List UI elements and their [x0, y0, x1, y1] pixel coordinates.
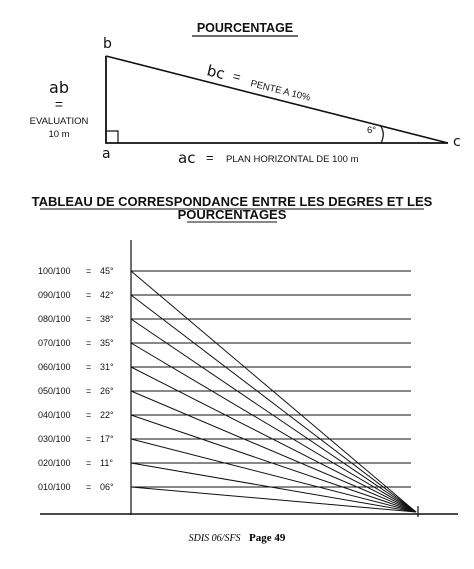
table-row	[38, 458, 113, 468]
page-title: POURCENTAGE	[196, 21, 294, 35]
triangle-hypotenuse	[106, 56, 448, 143]
row-equals-sign: =	[86, 386, 92, 396]
table-row	[38, 266, 114, 276]
row-percentage: 090/100	[38, 290, 71, 300]
table-row	[38, 386, 114, 396]
row-degrees: 35°	[100, 338, 114, 348]
table-row	[38, 338, 114, 348]
row-degrees: 06°	[100, 482, 114, 492]
row-percentage: 060/100	[38, 362, 71, 372]
table-row	[38, 434, 114, 444]
fan-slope-line	[131, 319, 416, 512]
footer-page: Page 49	[249, 532, 286, 544]
footer-source: SDIS 06/SFS	[188, 533, 241, 544]
slope-triangle	[106, 56, 448, 143]
side-ac-label: ac	[178, 149, 196, 167]
row-degrees: 11°	[100, 458, 113, 468]
row-percentage: 040/100	[38, 410, 71, 420]
row-equals-sign: =	[86, 362, 92, 372]
fan-slope-line	[131, 415, 416, 512]
row-percentage: 030/100	[38, 434, 71, 444]
vertex-a-label: a	[102, 146, 111, 162]
ab-equals-sign: =	[54, 96, 64, 112]
angle-arc	[380, 125, 383, 143]
row-equals-sign: =	[86, 482, 92, 492]
table-row	[38, 290, 114, 300]
row-percentage: 010/100	[38, 482, 71, 492]
table-row	[38, 482, 114, 492]
row-degrees: 22°	[100, 410, 114, 420]
row-degrees: 38°	[100, 314, 114, 324]
row-equals-sign: =	[86, 410, 92, 420]
slope-fan-diagram	[40, 240, 458, 517]
bc-equals-sign: =	[231, 68, 243, 85]
table-title-line2: POURCENTAGES	[177, 207, 287, 222]
fan-slope-line	[131, 391, 416, 512]
table-row	[38, 362, 114, 372]
table-title-line1: TABLEAU DE CORRESPONDANCE ENTRE LES DEGRES ET LES	[31, 194, 433, 209]
row-equals-sign: =	[86, 266, 92, 276]
angle-label: 6°	[367, 125, 377, 136]
row-equals-sign: =	[86, 434, 92, 444]
row-degrees: 31°	[100, 362, 114, 372]
row-degrees: 17°	[100, 434, 114, 444]
ac-equals-sign: =	[206, 150, 214, 165]
row-degrees: 42°	[100, 290, 114, 300]
side-ab-label: ab	[49, 78, 69, 97]
page-footer	[189, 528, 286, 545]
row-degrees: 45°	[100, 266, 114, 276]
row-equals-sign: =	[86, 458, 92, 468]
row-percentage: 100/100	[38, 266, 71, 276]
right-angle-marker	[106, 131, 118, 143]
row-percentage: 050/100	[38, 386, 71, 396]
vertex-c-label: c	[453, 134, 461, 150]
fan-lines	[131, 271, 416, 512]
row-percentage: 070/100	[38, 338, 71, 348]
ab-length-text: 10 m	[48, 129, 70, 140]
row-percentage: 020/100	[38, 458, 71, 468]
correspondence-rows	[38, 266, 114, 492]
ab-evaluation-text: EVALUATION	[29, 116, 89, 127]
row-percentage: 080/100	[38, 314, 71, 324]
row-equals-sign: =	[86, 338, 92, 348]
table-row	[38, 314, 114, 324]
row-equals-sign: =	[86, 290, 92, 300]
table-row	[38, 410, 114, 420]
row-degrees: 26°	[100, 386, 114, 396]
ac-plan-text: PLAN HORIZONTAL DE 100 m	[226, 154, 359, 165]
vertex-b-label: b	[103, 36, 112, 52]
row-equals-sign: =	[86, 314, 92, 324]
fan-slope-line	[131, 295, 416, 512]
side-bc-label: bc	[205, 61, 227, 84]
bc-slope-text: PENTE A 10%	[249, 78, 312, 104]
fan-slope-line	[131, 463, 416, 512]
